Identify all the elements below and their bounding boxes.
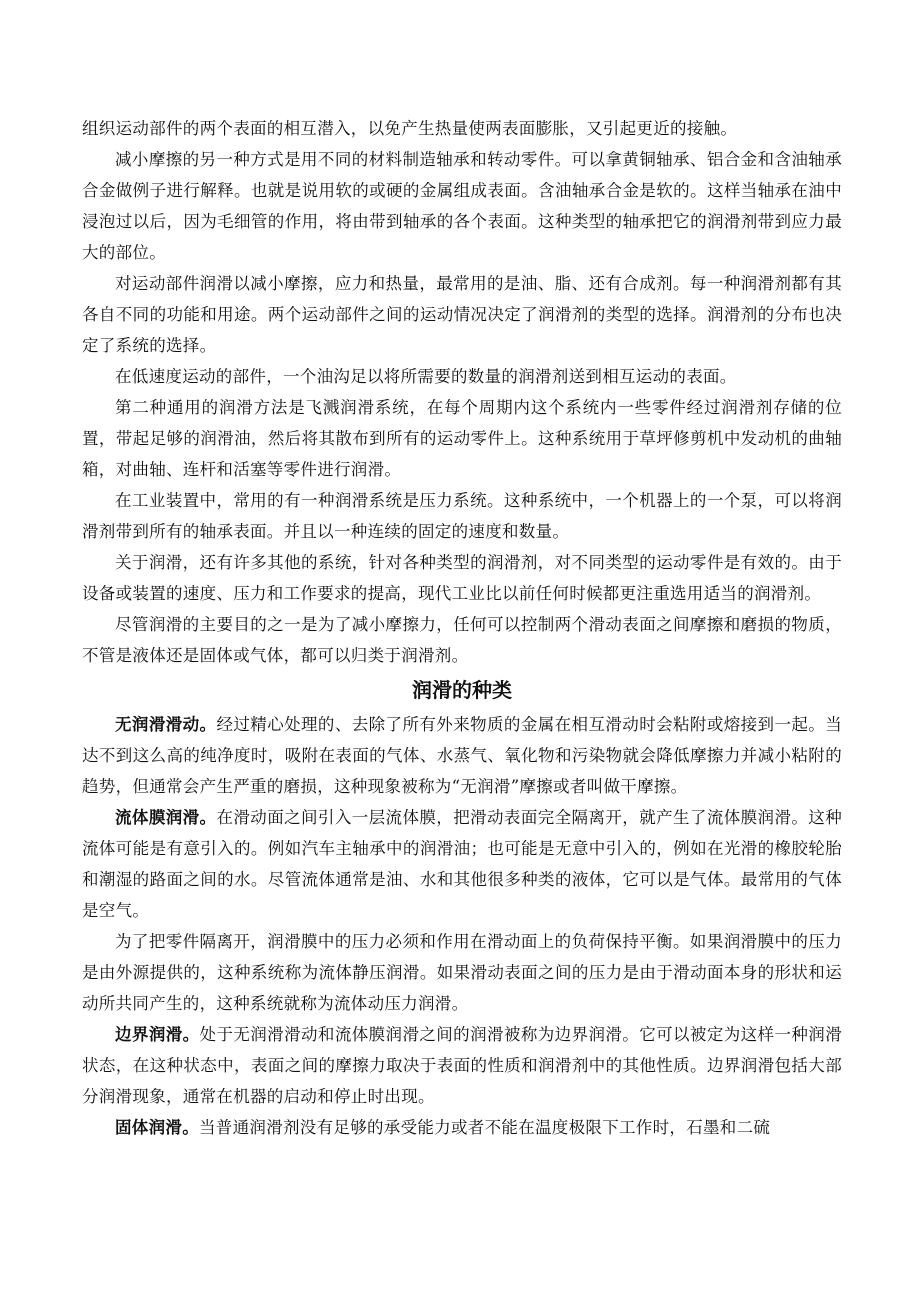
paragraph: 在低速度运动的部件，一个油沟足以将所需要的数量的润滑剂送到相互运动的表面。 [115, 367, 737, 386]
paragraph: 对运动部件润滑以减小摩擦，应力和热量，最常用的是油、脂、还有合成剂。每一种润滑剂都有其各自不同的功能和用途。两个运动部件之间的运动情况决定了润滑剂的类型的选择。润滑剂的分布也决定了系统的选择。 [82, 274, 842, 355]
paragraph-lead: 边界润滑。 [115, 1025, 200, 1044]
paragraph-continuation: 组织运动部件的两个表面的相互潜入，以免产生热量使两表面膨胀，又引起更近的接触。 [82, 119, 738, 138]
paragraph-lead: 无润滑滑动。 [115, 715, 217, 734]
paragraph: 减小摩擦的另一种方式是用不同的材料制造轴承和转动零件。可以拿黄铜轴承、铝合金和含油轴承合金做例子进行解释。也就是说用软的或硬的金属组成表面。含油轴承合金是软的。这样当轴承在油中浸泡过以后，因为毛细管的作用，将由带到轴承的各个表面。这种类型的轴承把它的润滑剂带到应力最大的部位。 [82, 150, 842, 262]
paragraph: 尽管润滑的主要目的之一是为了减小摩擦力，任何可以控制两个滑动表面之间摩擦和磨损的物质，不管是液体还是固体或气体，都可以归类于润滑剂。 [82, 615, 842, 665]
paragraph-solid [82, 1112, 842, 1143]
document-body [82, 113, 842, 1143]
paragraph-lead: 固体润滑。 [115, 1118, 199, 1137]
paragraph-pressure-balance [82, 926, 842, 1019]
paragraph-text: 经过精心处理的、去除了所有外来物质的金属在相互滑动时会粘附或熔接到一起。当达不到这么高的纯净度时，吸附在表面的气体、水蒸气、氧化物和污染物就会降低摩擦力并减小粘附的趋势，但通常会产生严重的磨损，这种现象被称为“无润滑”摩擦或者叫做干摩擦。 [82, 715, 842, 796]
section-heading: 润滑的种类 [412, 678, 512, 702]
paragraph-fluid-film [82, 802, 842, 926]
paragraph-text: 在滑动面之间引入一层流体膜，把滑动表面完全隔离开，就产生了流体膜润滑。这种流体可能是有意引入的。例如汽车主轴承中的润滑油；也可能是无意中引入的，例如在光滑的橡胶轮胎和潮湿的路面之间的水。尽管流体通常是油、水和其他很多种类的液体，它可以是气体。最常用的气体是空气。 [82, 808, 842, 920]
paragraph-text: 当普通润滑剂没有足够的承受能力或者不能在温度极限下工作时，石墨和二硫 [199, 1118, 771, 1137]
paragraph: 在工业装置中，常用的有一种润滑系统是压力系统。这种系统中，一个机器上的一个泵，可以将润滑剂带到所有的轴承表面。并且以一种连续的固定的速度和数量。 [82, 491, 842, 541]
paragraph-text: 为了把零件隔离开，润滑膜中的压力必须和作用在滑动面上的负荷保持平衡。如果润滑膜中的压力是由外源提供的，这种系统称为流体静压润滑。如果滑动表面之间的压力是由于滑动面本身的形状和运动所共同产生的，这种系统就称为流体动压力润滑。 [82, 932, 842, 1013]
paragraph: 第二种通用的润滑方法是飞溅润滑系统，在每个周期内这个系统内一些零件经过润滑剂存储的位置，带起足够的润滑油，然后将其散布到所有的运动零件上。这种系统用于草坪修剪机中发动机的曲轴箱，对曲轴、连杆和活塞等零件进行润滑。 [82, 398, 842, 479]
paragraph-boundary [82, 1019, 842, 1112]
paragraph-lead: 流体膜润滑。 [115, 808, 217, 827]
paragraph: 关于润滑，还有许多其他的系统，针对各种类型的润滑剂，对不同类型的运动零件是有效的。由于设备或装置的速度、压力和工作要求的提高，现代工业比以前任何时候都更注重选用适当的润滑剂。 [82, 553, 842, 603]
paragraph-text: 处于无润滑滑动和流体膜润滑之间的润滑被称为边界润滑。它可以被定为这样一种润滑状态，在这种状态中，表面之间的摩擦力取决于表面的性质和润滑剂中的其他性质。边界润滑包括大部分润滑现象，通常在机器的启动和停止时出现。 [82, 1025, 842, 1106]
paragraph-dry-sliding [82, 709, 842, 802]
